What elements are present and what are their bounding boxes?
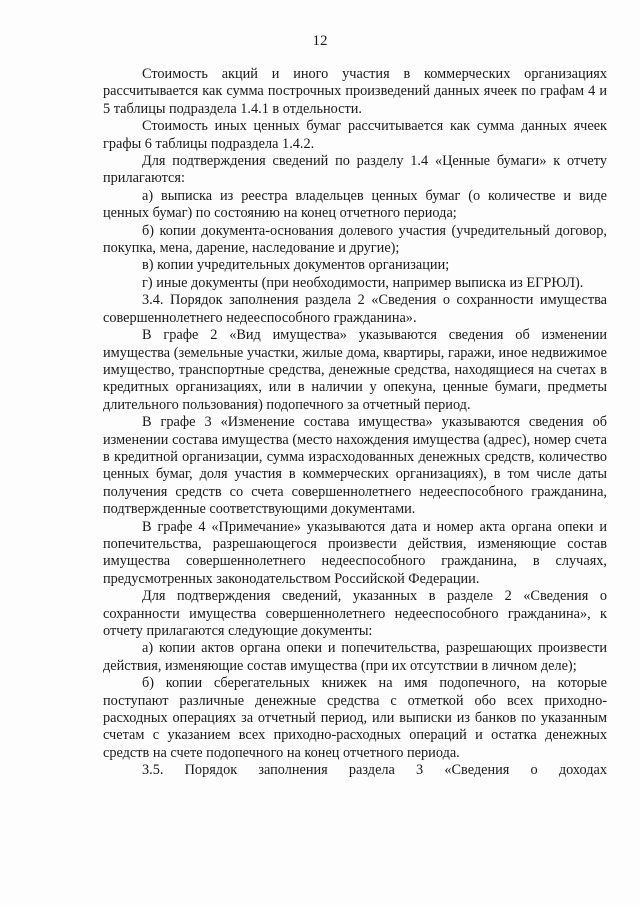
section-heading: 3.5. Порядок заполнения раздела 3 «Сведения о доходах [142,762,607,779]
list-item: а) выписка из реестра владельцев ценных бумаг (о количестве и виде ценных бумаг) по состоянию на конец отчетного периода; [103,187,607,222]
list-item: а) копии актов органа опеки и попечительства, разрешающих произвести действия, изменяющие состав имущества (при их отсутствии в личном деле); [103,640,607,674]
list-item: б) копии документа-основания долевого участия (учредительный договор, покупка, мена, дарение, наследование и другие); [103,222,607,257]
paragraph: В графе 3 «Изменение состава имущества» указываются сведения об изменении состава имущества (место нахождения имущества (адрес), номер счета в кредитной организации, сумма израсходованных денежных средств, количество ценных бумаг, доля участия в коммерческих организациях), в том числе даты получения средств со счета совершеннолетнего недееспособного гражданина, подтвержденные соответствующими документами. [103,414,607,518]
paragraph: Для подтверждения сведений, указанных в разделе 2 «Сведения о сохранности имущества совершеннолетнего недееспособного гражданина», к отчету прилагаются следующие документы: [103,588,607,639]
document-body [103,66,607,780]
paragraph: Стоимость акций и иного участия в коммерческих организациях рассчитывается как сумма построчных произведений данных ячеек по графам 4 и 5 таблицы подраздела 1.4.1 в отдельности. [103,66,607,117]
paragraph: В графе 4 «Примечание» указываются дата и номер акта органа опеки и попечительства, разрешающегося произвести действия, изменяющие состав имущества совершеннолетнего недееспособного гражданина, в случаях, предусмотренных законодательством Российской Федерации. [103,518,607,587]
page-number: 12 [312,33,328,49]
list-item: б) копии сберегательных книжек на имя подопечного, на которые поступают различные денежные средства с отметкой обо всех приходно-расходных операциях за отчетный период, или выписки из банков по указанным счетам с указанием всех приходно-расходных операций и остатка денежных средств на счете подопечного на конец отчетного периода. [103,675,607,761]
list-item: г) иные документы (при необходимости, например выписка из ЕГРЮЛ). [142,274,584,291]
list-item: в) копии учредительных документов организации; [142,257,450,274]
paragraph: Стоимость иных ценных бумаг рассчитывается как сумма данных ячеек графы 6 таблицы подраздела 1.4.2. [103,118,607,152]
section-heading: 3.4. Порядок заполнения раздела 2 «Сведения о сохранности имущества совершеннолетнего недееспособного гражданина». [103,292,607,326]
paragraph: В графе 2 «Вид имущества» указываются сведения об изменении имущества (земельные участки, жилые дома, квартиры, гаражи, иное недвижимое имущество, транспортные средства, денежные средства, находящиеся на счетах в кредитных организациях, или в наличии у опекуна, ценные бумаги, предметы длительного пользования) подопечного за отчетный период. [103,327,607,413]
paragraph: Для подтверждения сведений по разделу 1.4 «Ценные бумаги» к отчету прилагаются: [103,153,607,187]
